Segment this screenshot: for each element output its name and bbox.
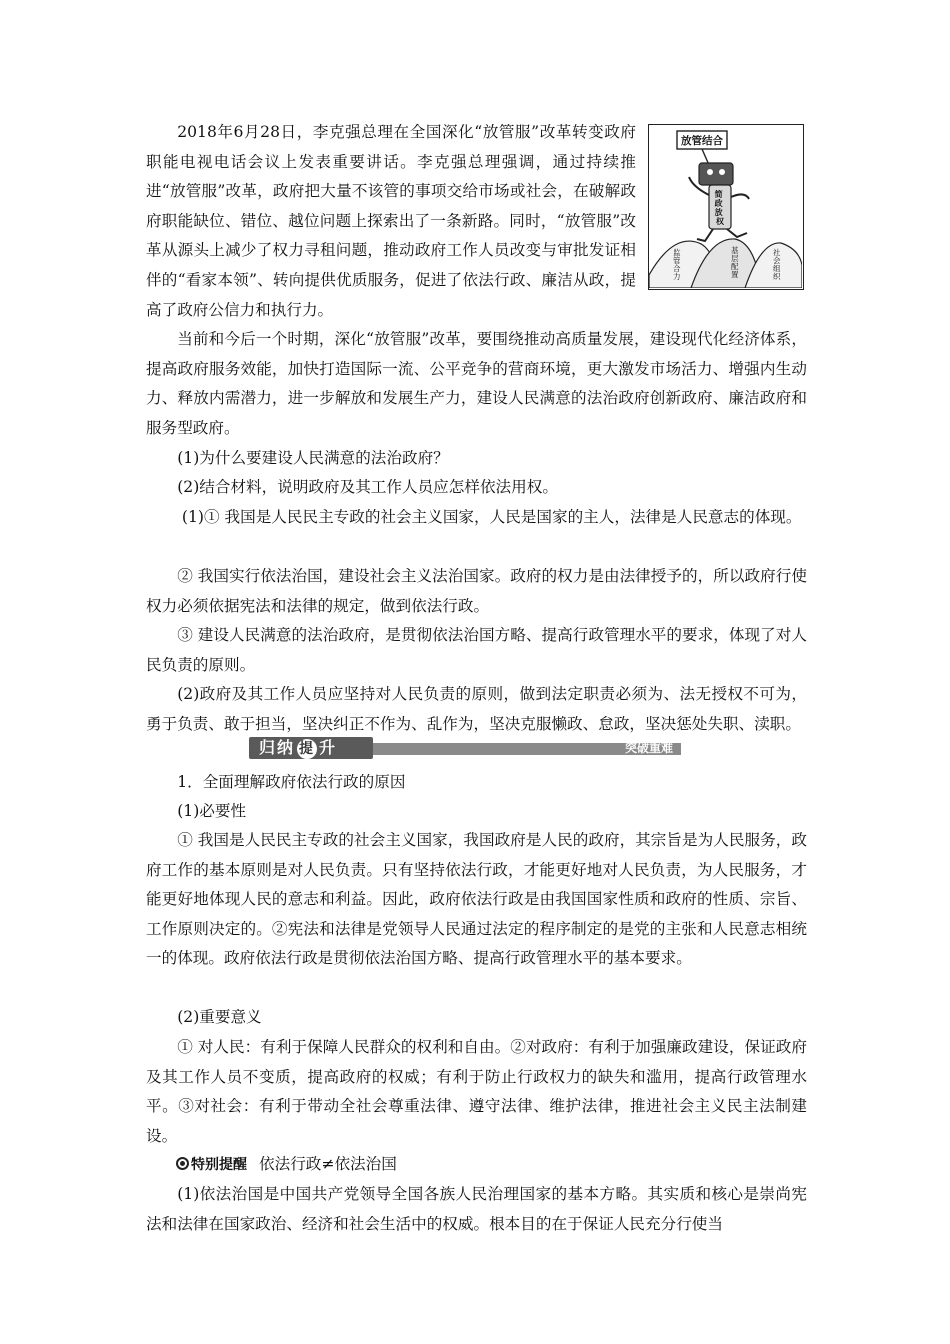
hammer-char-3: 放 <box>714 208 723 217</box>
hammer-text <box>715 189 726 226</box>
hammer-char-1: 简 <box>714 190 723 199</box>
material-paragraph-1: 2018年6月28日，李克强总理在全国深化“放管服”改革转变政府职能电视电话会议上发表重要讲话。李克强总理强调，通过持续推进“放管服”改革，政府把大量不该管的事项交给市场或社会，在破解政府职能缺位、错位、越位问题上探索出了一条新路。同时，“放管服”改革从源头上减少了权力寻租问题，推动政府工作人员改变与审批发证相伴的“看家本领”、转向提供优质服务，促进了依法行政、廉洁从政，提高了政府公信力和执行力。 <box>146 123 636 319</box>
mountain-label-2: 基层配置 <box>731 246 739 279</box>
summary-sub-2: (2)重要意义 <box>177 1008 262 1026</box>
banner-title <box>259 736 337 760</box>
summary-sub-1: (1)必要性 <box>177 802 247 820</box>
sign-text: 放管结合 <box>681 135 723 147</box>
banner-title-part-2: 提 <box>299 741 316 757</box>
cartoon-illustration <box>648 124 804 290</box>
mountain-label-3: 社会组织 <box>773 248 781 281</box>
tip-title: 依法行政≠依法治国 <box>259 1155 397 1173</box>
banner-title-part-1: 归纳 <box>259 738 296 757</box>
hammer-char-4: 权 <box>716 217 724 226</box>
question-2: (2)结合材料，说明政府及其工作人员应怎样依法用权。 <box>177 478 558 496</box>
answer-4: (2)政府及其工作人员应坚持对人民负责的原则，做到法定职责必须为、法无授权不可为，勇于负责、敢于担当，坚决纠正不作为、乱作为，坚决克服懒政、怠政，坚决惩处失职、渎职。 <box>146 685 807 733</box>
answer-1: (1)① 我国是人民民主专政的社会主义国家，人民是国家的主人，法律是人民意志的体现。 <box>181 508 802 526</box>
material-paragraph-2: 当前和今后一个时期，深化“放管服”改革，要围绕推动高质量发展，建设现代化经济体系，提高政府服务效能，加快打造国际一流、公平竞争的营商环境，更大激发市场活力、增强内生动力、释放内需潜力，进一步解放和发展生产力，建设人民满意的法治政府创新政府、廉洁政府和服务型政府。 <box>146 330 807 437</box>
summary-sub-2-text: ① 对人民：有利于保障人民群众的权利和自由。②对政府：有利于加强廉政建设，保证政府及其工作人员不变质，提高政府的权威；有利于防止行政权力的缺失和滥用，提高行政管理水平。③对社会：有利于带动全社会尊重法律、遵守法律、维护法律，推进社会主义民主法制建设。 <box>146 1038 807 1145</box>
bullseye-icon <box>176 1157 189 1170</box>
summary-heading: 1．全面理解政府依法行政的原因 <box>177 773 406 791</box>
banner-subtitle: 突破重难 <box>624 741 673 755</box>
hammer-head <box>699 163 733 185</box>
question-1: (1)为什么要建设人民满意的法治政府？ <box>177 449 449 467</box>
mountain-label-1: 监管合力 <box>673 248 681 281</box>
section-banner <box>249 736 681 760</box>
tip-label: 特别提醒 <box>191 1157 247 1173</box>
answer-3: ③ 建设人民满意的法治政府，是贯彻依法治国方略、提高行政管理水平的要求，体现了对人民负责的原则。 <box>146 626 807 674</box>
hammer-char-2: 政 <box>714 199 723 208</box>
summary-sub-1-text: ① 我国是人民民主专政的社会主义国家，我国政府是人民的政府，其宗旨是为人民服务，政府工作的基本原则是对人民负责。只有坚持依法行政，才能更好地对人民负责，为人民服务，才能更好地体现人民的意志和利益。因此，政府依法行政是由我国国家性质和政府的性质、宗旨、工作原则决定的。②宪法和法律是党领导人民通过法定的程序制定的是党的主张和人民意志相统一的体现。政府依法行政是贯彻依法治国方略、提高行政管理水平的基本要求。 <box>146 831 807 968</box>
banner-title-part-3: 升 <box>319 738 338 757</box>
tip-line <box>176 1150 807 1181</box>
tip-body: (1)依法治国是中国共产党领导全国各族人民治理国家的基本方略。其实质和核心是崇尚宪法和法律在国家政治、经济和社会生活中的权威。根本目的在于保证人民充分行使当 <box>146 1185 807 1233</box>
cartoon-drawing <box>649 125 802 288</box>
answer-2: ② 我国实行依法治国，建设社会主义法治国家。政府的权力是由法律授予的，所以政府行使权力必须依据宪法和法律的规定，做到依法行政。 <box>146 567 807 615</box>
